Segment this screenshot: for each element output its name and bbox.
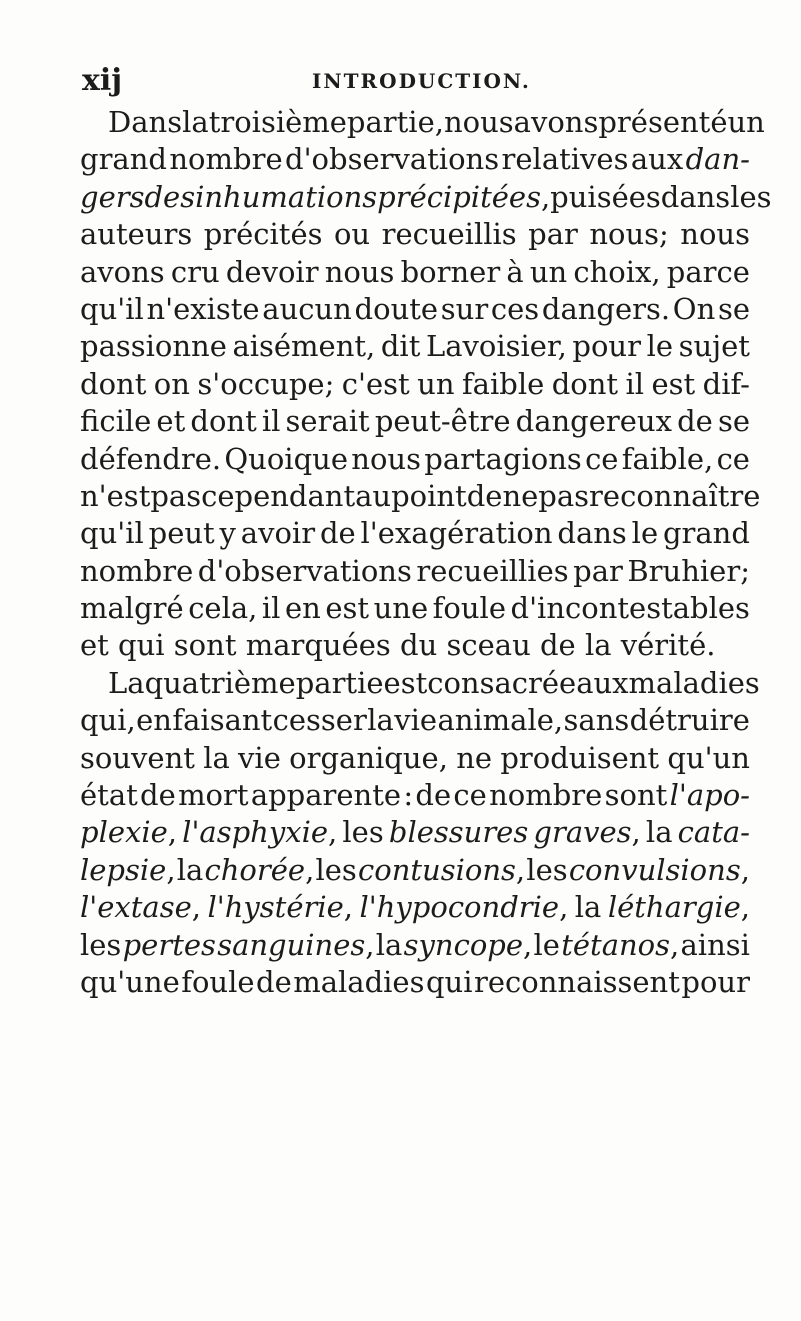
- word: doute: [354, 291, 439, 326]
- word: Lavoisier,: [425, 329, 567, 364]
- word: de: [677, 404, 713, 439]
- word: foule: [432, 591, 506, 626]
- word: avoir: [240, 516, 316, 551]
- word: puisées: [550, 179, 661, 214]
- word: se: [717, 291, 750, 326]
- word: sont: [173, 628, 237, 663]
- word: ce: [453, 778, 487, 813]
- word: le: [631, 516, 659, 551]
- word: organique,: [289, 740, 448, 775]
- italic-word: l'extase,: [80, 890, 201, 925]
- italic-word: lepsie,: [80, 852, 176, 887]
- word: la: [182, 105, 209, 139]
- word: foule: [181, 964, 255, 999]
- word: aucun: [262, 291, 352, 326]
- word: devoir: [225, 254, 319, 289]
- word: dit: [380, 329, 421, 364]
- word: produisent: [500, 740, 660, 775]
- word: le: [533, 927, 560, 962]
- running-head: [82, 62, 722, 100]
- word: partie,: [346, 105, 444, 139]
- word: sans: [563, 703, 630, 738]
- word: consacrée: [427, 665, 577, 700]
- word: il: [625, 366, 645, 401]
- word: animale,: [437, 703, 564, 738]
- word: est: [325, 591, 370, 626]
- word: nous;: [589, 217, 669, 252]
- word: par: [573, 553, 623, 588]
- word: grand: [662, 516, 750, 551]
- word: il: [261, 404, 281, 439]
- word: d'observations: [285, 142, 500, 177]
- word: :: [403, 778, 414, 813]
- word: pour: [681, 964, 750, 999]
- word: présenté: [598, 105, 728, 139]
- word: la: [176, 852, 204, 887]
- word: nous: [351, 441, 421, 476]
- word: souvent: [80, 740, 195, 775]
- word: de: [415, 778, 452, 813]
- word: troisième: [208, 105, 347, 139]
- italic-word: syncope,: [403, 927, 533, 962]
- word: les: [342, 815, 384, 850]
- word: dans: [557, 516, 627, 551]
- word: ces: [490, 291, 540, 326]
- text-line: [80, 441, 750, 478]
- word: de: [319, 516, 356, 551]
- italic-word: dan-: [685, 142, 750, 177]
- word: nombre: [169, 142, 283, 177]
- word: détruire: [629, 703, 750, 738]
- word: pas: [150, 478, 202, 513]
- word: grand: [80, 142, 167, 177]
- word: vie: [238, 740, 281, 775]
- word: et: [80, 628, 109, 663]
- italic-word: gers: [80, 179, 145, 214]
- italic-word: plexie,: [80, 815, 178, 850]
- word: se: [717, 404, 750, 439]
- word: Quoique: [224, 441, 348, 476]
- word: reconnaître: [589, 478, 761, 513]
- word: faible,: [621, 441, 714, 476]
- word: ce: [585, 441, 619, 476]
- word: ne: [456, 740, 493, 775]
- italic-word: léthargie,: [607, 890, 750, 925]
- text-line: [80, 366, 750, 403]
- word: avons: [80, 254, 165, 289]
- word: partagions: [424, 441, 582, 476]
- word: la: [584, 628, 612, 663]
- word: serait: [285, 404, 370, 439]
- text-line: [80, 216, 750, 253]
- word: relatives: [501, 142, 629, 177]
- word: de: [140, 778, 176, 813]
- word: on: [153, 366, 190, 401]
- word: de: [256, 964, 292, 999]
- word: par: [528, 217, 578, 252]
- text-line: [80, 927, 750, 964]
- text-line: [80, 179, 772, 216]
- word: ne: [502, 478, 539, 513]
- word: maladies: [293, 964, 425, 999]
- word: marquées: [245, 628, 391, 663]
- text-line: [80, 104, 765, 141]
- word: reconnaissent: [473, 964, 680, 999]
- word: passionne: [80, 329, 227, 364]
- text-line: [80, 553, 750, 590]
- word: cela,: [188, 591, 258, 626]
- word: nous: [680, 217, 750, 252]
- word: qu'il: [80, 516, 144, 551]
- word: peut: [148, 516, 215, 551]
- italic-word: précipitées,: [377, 179, 551, 214]
- word: il: [261, 591, 281, 626]
- word: aux: [576, 665, 629, 700]
- word: en: [136, 703, 172, 738]
- word: la: [367, 703, 394, 738]
- word: dangers.: [541, 291, 671, 326]
- word: cesser: [272, 703, 367, 738]
- word: sont: [604, 778, 668, 813]
- italic-word: l'asphyxie,: [182, 815, 338, 850]
- word: les: [315, 852, 357, 887]
- word: dont: [551, 366, 619, 401]
- word: un: [727, 105, 765, 139]
- word: parce: [666, 254, 750, 289]
- word: La: [108, 665, 145, 700]
- italic-word: cata-: [677, 815, 750, 850]
- word: un: [529, 254, 568, 289]
- word: pour: [572, 329, 641, 364]
- word: ou: [333, 217, 371, 252]
- word: une: [373, 591, 429, 626]
- word: vérité.: [620, 628, 716, 663]
- text-line: [80, 515, 750, 552]
- word: et: [156, 404, 186, 439]
- word: partie: [295, 665, 384, 700]
- italic-word: l'hystérie,: [207, 890, 353, 925]
- word: de: [539, 628, 576, 663]
- word: la: [574, 890, 602, 925]
- word: faisant: [172, 703, 273, 738]
- word: choix,: [573, 254, 661, 289]
- word: qu'une: [80, 964, 180, 999]
- word: est: [383, 665, 428, 700]
- text-line: [80, 852, 750, 889]
- word: nombre: [489, 778, 603, 813]
- word: défendre.: [80, 441, 222, 476]
- italic-word: inhumations: [195, 179, 378, 214]
- text-line: [80, 478, 761, 515]
- word: cru: [170, 254, 220, 289]
- word: qui: [425, 964, 473, 999]
- word: pas: [538, 478, 590, 513]
- text-line: [80, 254, 750, 291]
- word: quatrième: [144, 665, 296, 700]
- word: mort: [178, 778, 249, 813]
- text-line: [80, 403, 750, 440]
- text-line: [80, 889, 750, 926]
- text-line: [80, 627, 750, 664]
- running-title: INTRODUCTION.: [312, 69, 531, 93]
- word: n'existe: [146, 291, 260, 326]
- italic-word: convulsions,: [568, 852, 750, 887]
- word: dont: [190, 404, 257, 439]
- word: sceau: [446, 628, 531, 663]
- word: On: [672, 291, 716, 326]
- word: ce: [716, 441, 750, 476]
- word: dont: [80, 366, 147, 401]
- italic-word: graves,: [533, 815, 641, 850]
- word: sur: [440, 291, 489, 326]
- text-line: [80, 702, 750, 739]
- word: qui,: [80, 703, 136, 738]
- word: qui: [118, 628, 165, 663]
- word: maladies: [628, 665, 760, 700]
- word: qu'un: [667, 740, 750, 775]
- text-line: [80, 665, 760, 702]
- word: nous: [324, 254, 395, 289]
- word: cependant: [201, 478, 356, 513]
- word: y: [219, 516, 236, 551]
- word: dangereux: [515, 404, 672, 439]
- word: aux: [630, 142, 684, 177]
- word: borner: [400, 254, 501, 289]
- italic-word: sanguines,: [217, 927, 375, 962]
- word: au: [355, 478, 392, 513]
- word: avons: [513, 105, 599, 139]
- italic-word: chorée,: [204, 852, 315, 887]
- text-line: [80, 141, 750, 178]
- italic-word: contusions,: [358, 852, 526, 887]
- word: l'exagération: [360, 516, 553, 551]
- word: auteurs: [80, 217, 193, 252]
- word: état: [80, 778, 138, 813]
- word: du: [400, 628, 438, 663]
- text-line: [80, 328, 750, 365]
- word: qu'il: [80, 291, 144, 326]
- word: Dans: [108, 105, 183, 139]
- word: la: [375, 927, 403, 962]
- text-line: [80, 814, 750, 851]
- word: les: [526, 852, 568, 887]
- text-line: [80, 777, 750, 814]
- word: la: [645, 815, 673, 850]
- italic-word: pertes: [122, 927, 216, 962]
- text-line: [80, 291, 750, 328]
- text-line: [80, 964, 750, 1001]
- page-number: xij: [82, 63, 123, 98]
- word: aisément,: [232, 329, 376, 364]
- word: le: [646, 329, 673, 364]
- word: d'incontestables: [510, 591, 750, 626]
- word: vie: [394, 703, 438, 738]
- word: Bruhier;: [627, 553, 750, 588]
- word: ficile: [80, 404, 152, 439]
- word: à: [506, 254, 524, 289]
- italic-word: l'hypocondrie,: [359, 890, 569, 925]
- word: dif-: [702, 366, 750, 401]
- word: recueillis: [381, 217, 517, 252]
- word: en: [285, 591, 321, 626]
- word: malgré: [80, 591, 184, 626]
- word: d'observations: [197, 553, 412, 588]
- word: les: [730, 179, 772, 214]
- word: de: [466, 478, 503, 513]
- word: c'est: [341, 366, 410, 401]
- word: apparente: [250, 778, 402, 813]
- italic-word: blessures: [388, 815, 529, 850]
- word: n'est: [80, 478, 151, 513]
- word: s'occupe;: [197, 366, 335, 401]
- word: sujet: [678, 329, 750, 364]
- italic-word: l'apo-: [669, 778, 750, 813]
- word: dans: [660, 179, 731, 214]
- word: ainsi: [680, 927, 750, 962]
- italic-word: des: [144, 179, 196, 214]
- italic-word: tétanos,: [561, 927, 680, 962]
- text-line: [80, 590, 750, 627]
- word: précités: [203, 217, 323, 252]
- word: nous: [443, 105, 514, 139]
- word: un: [417, 366, 455, 401]
- word: la: [203, 740, 230, 775]
- body-text: [80, 104, 772, 1001]
- text-line: [80, 740, 750, 777]
- word: faible: [461, 366, 545, 401]
- word: nombre: [80, 553, 194, 588]
- word: recueillies: [416, 553, 569, 588]
- word: point: [391, 478, 467, 513]
- word: peut-être: [374, 404, 511, 439]
- word: est: [651, 366, 696, 401]
- word: les: [80, 927, 122, 962]
